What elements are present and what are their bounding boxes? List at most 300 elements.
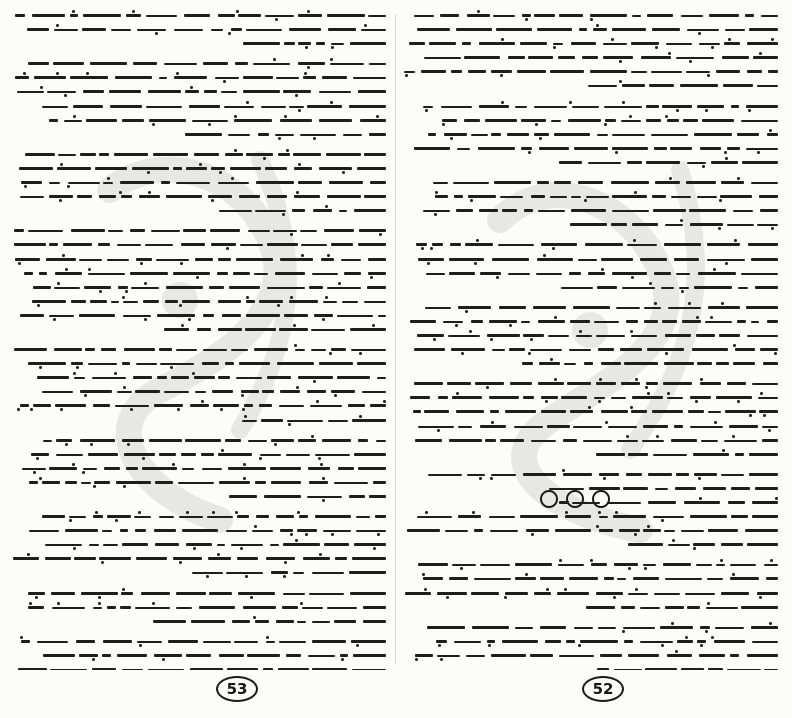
word-stroke: [652, 410, 683, 413]
word-stroke: [203, 641, 231, 643]
word-stroke: [49, 243, 58, 246]
word-stroke: [203, 349, 227, 351]
word-stroke: [500, 196, 523, 198]
word-stroke: [471, 320, 483, 323]
word-stroke: [342, 301, 358, 303]
word-stroke: [221, 91, 237, 93]
diacritic-dot: [60, 408, 63, 411]
diacritic-dot: [757, 151, 760, 154]
word-stroke: [752, 383, 778, 385]
word-stroke: [159, 516, 174, 518]
word-stroke: [353, 654, 386, 657]
word-stroke: [766, 577, 778, 580]
diacritic-dot: [718, 227, 721, 230]
diacritic-dot: [504, 596, 507, 599]
diacritic-dot: [211, 199, 214, 202]
word-stroke: [707, 243, 740, 246]
word-stroke: [266, 557, 295, 560]
text-line: [12, 539, 388, 550]
word-stroke: [653, 454, 686, 456]
word-stroke: [331, 43, 344, 45]
word-stroke: [307, 390, 326, 393]
word-stroke: [376, 440, 386, 442]
word-stroke: [681, 530, 704, 532]
word-stroke: [578, 181, 603, 184]
word-stroke: [201, 453, 214, 456]
word-stroke: [136, 363, 156, 365]
diacritic-dot: [356, 644, 359, 647]
word-stroke: [248, 440, 268, 442]
word-stroke: [588, 272, 605, 275]
word-stroke: [534, 14, 555, 17]
word-stroke: [465, 243, 493, 246]
word-stroke: [651, 71, 682, 73]
word-stroke: [280, 390, 301, 393]
word-stroke: [548, 335, 569, 337]
word-stroke: [735, 453, 744, 456]
word-stroke: [601, 362, 621, 365]
word-stroke: [302, 607, 323, 609]
diacritic-dot: [235, 511, 238, 514]
word-stroke: [515, 627, 534, 629]
word-stroke: [643, 564, 656, 566]
word-stroke: [370, 404, 386, 407]
word-stroke: [698, 272, 736, 275]
word-stroke: [571, 42, 597, 45]
text-line: [404, 559, 780, 570]
diacritic-dot: [509, 324, 512, 327]
word-stroke: [716, 362, 729, 365]
word-stroke: [243, 606, 276, 609]
diacritic-dot: [668, 52, 671, 55]
word-stroke: [328, 420, 348, 422]
word-stroke: [725, 410, 756, 413]
text-line: [404, 449, 780, 460]
word-stroke: [697, 640, 706, 643]
word-stroke: [681, 15, 703, 17]
word-stroke: [727, 382, 746, 385]
diacritic-dot: [546, 588, 549, 591]
word-stroke: [349, 495, 365, 498]
word-stroke: [716, 396, 752, 399]
word-stroke: [377, 377, 386, 379]
word-stroke: [574, 147, 608, 150]
diacritic-dot: [725, 157, 728, 160]
word-stroke: [229, 286, 260, 289]
text-line: [404, 191, 780, 202]
diacritic-dot: [313, 137, 316, 140]
word-stroke: [351, 640, 386, 643]
word-stroke: [759, 195, 778, 198]
word-stroke: [327, 607, 357, 609]
diacritic-dot: [274, 443, 277, 446]
word-stroke: [468, 70, 486, 73]
word-stroke: [599, 529, 613, 532]
diacritic-dot: [307, 66, 310, 69]
word-stroke: [56, 454, 83, 456]
word-stroke: [464, 119, 480, 122]
word-stroke: [364, 195, 386, 198]
word-stroke: [370, 181, 386, 184]
diacritic-dot: [123, 485, 126, 488]
word-stroke: [751, 182, 778, 184]
text-line: [12, 86, 388, 97]
word-stroke: [665, 334, 690, 337]
word-stroke: [312, 668, 347, 670]
word-stroke: [289, 106, 304, 108]
diacritic-dot: [460, 567, 463, 570]
word-stroke: [286, 654, 301, 657]
word-stroke: [729, 425, 759, 428]
word-stroke: [32, 300, 66, 303]
diacritic-dot: [152, 602, 155, 605]
word-stroke: [218, 14, 235, 17]
word-stroke: [211, 29, 223, 31]
diacritic-dot: [603, 477, 606, 480]
word-stroke: [708, 411, 721, 413]
text-line: [404, 344, 780, 355]
word-stroke: [218, 182, 250, 184]
text-line: [404, 66, 780, 77]
diacritic-dot: [661, 644, 664, 647]
word-stroke: [363, 606, 386, 609]
diacritic-dot: [564, 588, 567, 591]
word-stroke: [297, 621, 306, 623]
word-stroke: [690, 396, 711, 399]
word-stroke: [480, 272, 501, 275]
word-stroke: [122, 669, 143, 670]
word-stroke: [312, 640, 346, 643]
word-stroke: [762, 426, 778, 428]
word-stroke: [523, 334, 544, 337]
page-left: [12, 10, 388, 670]
diacritic-dot: [329, 352, 332, 355]
text-line: [404, 573, 780, 584]
word-stroke: [749, 28, 778, 31]
word-stroke: [185, 133, 222, 136]
word-stroke: [554, 181, 571, 184]
word-stroke: [117, 244, 140, 246]
word-stroke: [757, 85, 778, 87]
word-stroke: [745, 529, 778, 532]
diacritic-dot: [733, 344, 736, 347]
word-stroke: [730, 654, 739, 657]
word-stroke: [362, 391, 386, 393]
word-stroke: [432, 243, 443, 246]
diacritic-dot: [92, 658, 95, 661]
diacritic-dot: [446, 596, 449, 599]
diacritic-dot: [342, 171, 345, 174]
word-stroke: [81, 592, 118, 595]
diacritic-dot: [40, 86, 43, 89]
word-stroke: [79, 654, 97, 657]
diacritic-dot: [20, 636, 23, 639]
diacritic-dot: [288, 423, 291, 426]
word-stroke: [747, 543, 778, 546]
diacritic-dot: [769, 129, 772, 132]
diacritic-dot: [748, 109, 751, 112]
word-stroke: [307, 496, 342, 498]
word-stroke: [319, 167, 351, 170]
word-stroke: [661, 287, 674, 289]
word-stroke: [176, 607, 192, 609]
word-stroke: [99, 557, 130, 560]
text-line: [404, 330, 780, 341]
word-stroke: [88, 363, 117, 365]
word-stroke: [246, 153, 273, 156]
text-line: [12, 163, 388, 174]
word-stroke: [515, 577, 536, 580]
word-stroke: [164, 63, 196, 65]
word-stroke: [539, 147, 569, 150]
word-stroke: [229, 495, 256, 498]
word-stroke: [415, 439, 443, 442]
word-stroke: [588, 162, 622, 164]
word-stroke: [49, 315, 74, 317]
word-stroke: [80, 390, 112, 393]
word-stroke: [289, 300, 318, 303]
word-stroke: [561, 396, 587, 399]
word-stroke: [492, 349, 505, 351]
word-stroke: [179, 516, 203, 518]
divider-circle: [540, 490, 558, 508]
word-stroke: [716, 70, 739, 73]
text-line: [12, 344, 388, 355]
diacritic-dot: [590, 18, 593, 21]
word-stroke: [280, 258, 313, 261]
diacritic-dot: [226, 247, 229, 250]
word-stroke: [536, 273, 562, 275]
diacritic-dot: [23, 72, 26, 75]
word-stroke: [136, 258, 152, 261]
word-stroke: [202, 362, 219, 365]
word-stroke: [632, 396, 663, 399]
word-stroke: [154, 404, 182, 407]
word-stroke: [57, 167, 91, 170]
word-stroke: [603, 43, 627, 45]
word-stroke: [237, 557, 258, 560]
word-stroke: [301, 244, 327, 246]
word-stroke: [357, 167, 386, 170]
word-stroke: [254, 273, 268, 275]
word-stroke: [234, 119, 272, 122]
word-stroke: [531, 440, 556, 442]
diacritic-dot: [62, 254, 65, 257]
word-stroke: [238, 14, 261, 17]
word-stroke: [176, 182, 211, 184]
word-stroke: [508, 56, 525, 59]
word-stroke: [654, 147, 667, 150]
word-stroke: [499, 306, 526, 309]
diacritic-dot: [720, 559, 723, 562]
word-stroke: [755, 286, 778, 289]
diacritic-dot: [705, 630, 708, 633]
word-stroke: [42, 106, 69, 108]
word-stroke: [627, 161, 642, 164]
word-stroke: [708, 668, 723, 670]
word-stroke: [284, 42, 295, 45]
word-stroke: [763, 362, 778, 365]
word-stroke: [98, 243, 110, 246]
divider-circle: [592, 490, 610, 508]
word-stroke: [456, 209, 473, 212]
diacritic-dot: [95, 511, 98, 514]
word-stroke: [255, 210, 286, 212]
word-stroke: [14, 348, 47, 351]
diacritic-dot: [132, 10, 135, 13]
word-stroke: [185, 439, 221, 442]
word-stroke: [676, 273, 690, 275]
word-stroke: [173, 557, 202, 560]
word-stroke: [559, 655, 594, 657]
word-stroke: [49, 182, 60, 184]
word-stroke: [107, 259, 129, 261]
word-stroke: [90, 300, 107, 303]
word-stroke: [449, 577, 468, 580]
word-stroke: [120, 606, 130, 609]
diacritic-dot: [127, 443, 130, 446]
word-stroke: [135, 390, 159, 393]
word-stroke: [124, 348, 156, 351]
word-stroke: [203, 62, 229, 65]
word-stroke: [20, 404, 29, 407]
word-stroke: [646, 105, 659, 108]
word-stroke: [521, 119, 545, 122]
word-stroke: [631, 42, 659, 45]
word-stroke: [240, 244, 263, 246]
diacritic-dot: [115, 519, 118, 522]
word-stroke: [684, 501, 720, 504]
word-stroke: [703, 487, 726, 490]
word-stroke: [364, 301, 386, 303]
diacritic-dot: [372, 324, 375, 327]
word-stroke: [103, 640, 133, 643]
diacritic-dot: [93, 485, 96, 488]
diacritic-dot: [734, 239, 737, 242]
word-stroke: [199, 606, 235, 609]
word-stroke: [315, 515, 351, 518]
diacritic-dot: [377, 533, 380, 536]
diacritic-dot: [488, 644, 491, 647]
diacritic-dot: [86, 72, 89, 75]
text-line: [12, 358, 388, 369]
word-stroke: [28, 592, 45, 595]
word-stroke: [453, 182, 490, 184]
word-stroke: [757, 224, 778, 226]
word-stroke: [612, 210, 649, 212]
word-stroke: [79, 259, 103, 261]
diacritic-dot: [596, 24, 599, 27]
word-stroke: [612, 195, 647, 198]
word-stroke: [115, 76, 152, 79]
word-stroke: [706, 607, 737, 609]
word-stroke: [267, 243, 298, 246]
word-stroke: [279, 328, 307, 331]
word-stroke: [462, 42, 471, 45]
word-stroke: [494, 181, 531, 184]
diacritic-dot: [147, 171, 150, 174]
word-stroke: [613, 515, 646, 518]
diacritic-dot: [275, 18, 278, 21]
diacritic-dot: [450, 137, 453, 140]
word-stroke: [574, 627, 593, 629]
word-stroke: [414, 147, 450, 150]
word-stroke: [428, 474, 462, 476]
word-stroke: [270, 544, 279, 546]
diacritic-dot: [599, 378, 602, 381]
word-stroke: [283, 593, 304, 595]
word-stroke: [102, 530, 112, 532]
word-stroke: [234, 641, 259, 643]
text-line: [404, 316, 780, 327]
text-line: [404, 602, 780, 613]
diacritic-dot: [39, 477, 42, 480]
word-stroke: [741, 120, 778, 122]
word-stroke: [523, 396, 534, 399]
text-line: [12, 10, 388, 21]
word-stroke: [298, 376, 333, 379]
word-stroke: [308, 467, 330, 470]
text-line: [12, 400, 388, 411]
word-stroke: [441, 106, 472, 108]
diacritic-dot: [611, 38, 614, 41]
word-stroke: [759, 410, 778, 413]
word-stroke: [83, 468, 97, 470]
word-stroke: [350, 592, 386, 595]
diacritic-dot: [383, 400, 386, 403]
word-stroke: [417, 516, 451, 518]
word-stroke: [300, 134, 336, 136]
text-line: [12, 268, 388, 279]
diacritic-dot: [689, 60, 692, 63]
diacritic-dot: [73, 547, 76, 550]
diacritic-dot: [246, 296, 249, 299]
diacritic-dot: [193, 547, 196, 550]
word-stroke: [189, 105, 219, 108]
word-stroke: [558, 56, 575, 59]
page-right: [404, 10, 780, 670]
diacritic-dot: [672, 539, 675, 542]
word-stroke: [309, 286, 324, 289]
word-stroke: [173, 272, 210, 275]
diacritic-dot: [433, 338, 436, 341]
diacritic-dot: [635, 588, 638, 591]
diacritic-dot: [65, 268, 68, 271]
word-stroke: [541, 410, 566, 413]
word-stroke: [122, 439, 144, 442]
word-stroke: [480, 564, 510, 566]
diacritic-dot: [24, 185, 27, 188]
text-line: [404, 177, 780, 188]
word-stroke: [707, 259, 745, 261]
diacritic-dot: [465, 310, 468, 313]
word-stroke: [14, 229, 23, 232]
word-stroke: [321, 258, 334, 261]
diacritic-dot: [144, 282, 147, 285]
word-stroke: [500, 439, 524, 442]
diacritic-dot: [688, 302, 691, 305]
word-stroke: [156, 259, 189, 261]
word-stroke: [702, 119, 735, 122]
word-stroke: [751, 321, 759, 323]
word-stroke: [248, 230, 270, 232]
word-stroke: [344, 272, 361, 275]
diacritic-dot: [307, 10, 310, 13]
word-stroke: [764, 564, 778, 566]
diacritic-dot: [732, 573, 735, 576]
word-stroke: [194, 376, 215, 379]
diacritic-dot: [619, 80, 622, 83]
